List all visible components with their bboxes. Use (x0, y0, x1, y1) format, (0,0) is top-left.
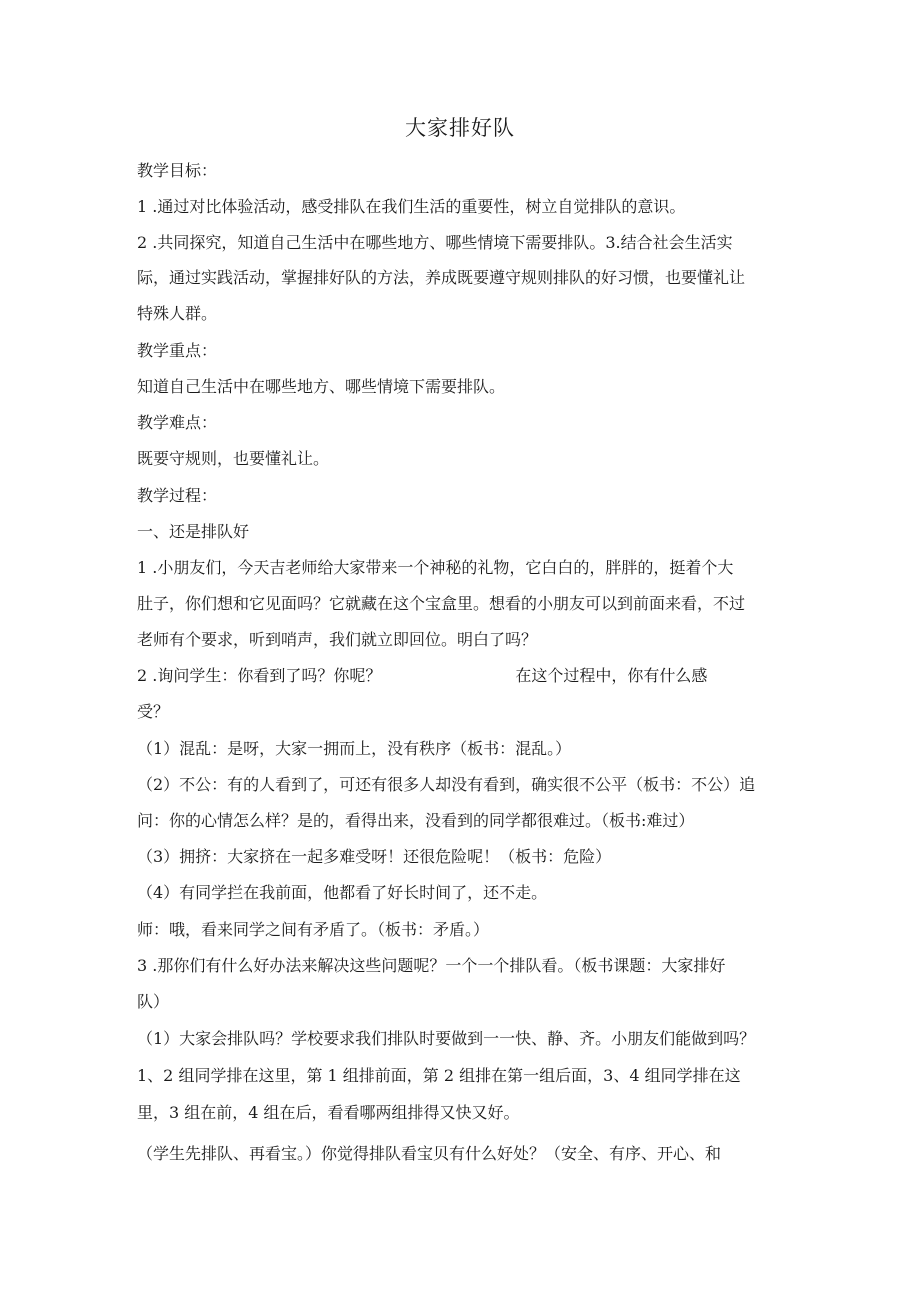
list-item: （3）拥挤：大家挤在一起多难受呀！还很危险呢！（板书：危险） (137, 847, 612, 866)
paragraph-line: 队） (137, 992, 170, 1011)
paragraph-line: 1、2 组同学排在这里，第 1 组排前面，第 2 组排在第一组后面，3、4 组同学排在这 (137, 1066, 741, 1085)
list-item: （4）有同学拦在我前面，他都看了好长时间了，还不走。 (137, 883, 548, 902)
paragraph-line: 3 .那你们有什么好办法来解决这些问题呢？一个一个排队看。（板书课题：大家排好 (137, 956, 726, 975)
paragraph-line: 里，3 组在前，4 组在后，看看哪两组排得又快又好。 (137, 1103, 520, 1122)
paragraph-line (137, 665, 707, 687)
paragraph-line: 既要守规则，也要懂礼让。 (137, 449, 330, 468)
subsection-heading: 一、还是排队好 (137, 522, 250, 541)
paragraph-line: 受？ (137, 702, 170, 721)
list-item: （1）混乱：是呀，大家一拥而上，没有秩序（板书：混乱。） (137, 739, 572, 758)
split-line-left: 2 .询问学生：你看到了吗？你呢？ (137, 666, 382, 685)
paragraph-line: 特殊人群。 (137, 304, 218, 323)
paragraph-line: 老师有个要求，听到哨声，我们就立即回位。明白了吗？ (137, 630, 538, 649)
paragraph-line: 问：你的心情怎么样？是的，看得出来，没看到的同学都很难过。（板书:难过） (137, 811, 695, 830)
paragraph-line: 际，通过实践活动，掌握排好队的方法，养成既要遵守规则排队的好习惯，也要懂礼让 (137, 268, 746, 287)
document-title: 大家排好队 (405, 116, 515, 140)
paragraph-line: （学生先排队、再看宝。）你觉得排队看宝贝有什么好处？（安全、有序、开心、和 (137, 1144, 722, 1163)
list-item: （1）大家会排队吗？学校要求我们排队时要做到一一快、静、齐。小朋友们能做到吗？ (137, 1029, 756, 1048)
section-heading: 教学过程： (137, 486, 218, 505)
paragraph-line: 2 .共同探究，知道自己生活中在哪些地方、哪些情境下需要排队。3.结合社会生活实 (137, 233, 733, 252)
paragraph-line: 教学目标： (137, 161, 218, 180)
paragraph-line: 知道自己生活中在哪些地方、哪些情境下需要排队。 (137, 377, 506, 396)
section-heading: 教学重点： (137, 341, 218, 360)
section-heading: 教学难点： (137, 413, 218, 432)
paragraph-line: 师：哦，看来同学之间有矛盾了。（板书：矛盾。） (137, 920, 490, 939)
split-line-right: 在这个过程中，你有什么感 (515, 666, 708, 685)
paragraph-line: 1 .小朋友们，今天吉老师给大家带来一个神秘的礼物，它白白的，胖胖的，挺着个大 (137, 558, 734, 577)
list-item: （2）不公：有的人看到了，可还有很多人却没有看到，确实很不公平（板书：不公）追 (137, 775, 756, 794)
paragraph-line: 肚子，你们想和它见面吗？它就藏在这个宝盒里。想看的小朋友可以到前面来看，不过 (137, 594, 746, 613)
paragraph-line: 1 .通过对比体验活动，感受排队在我们生活的重要性，树立自觉排队的意识。 (137, 197, 686, 216)
